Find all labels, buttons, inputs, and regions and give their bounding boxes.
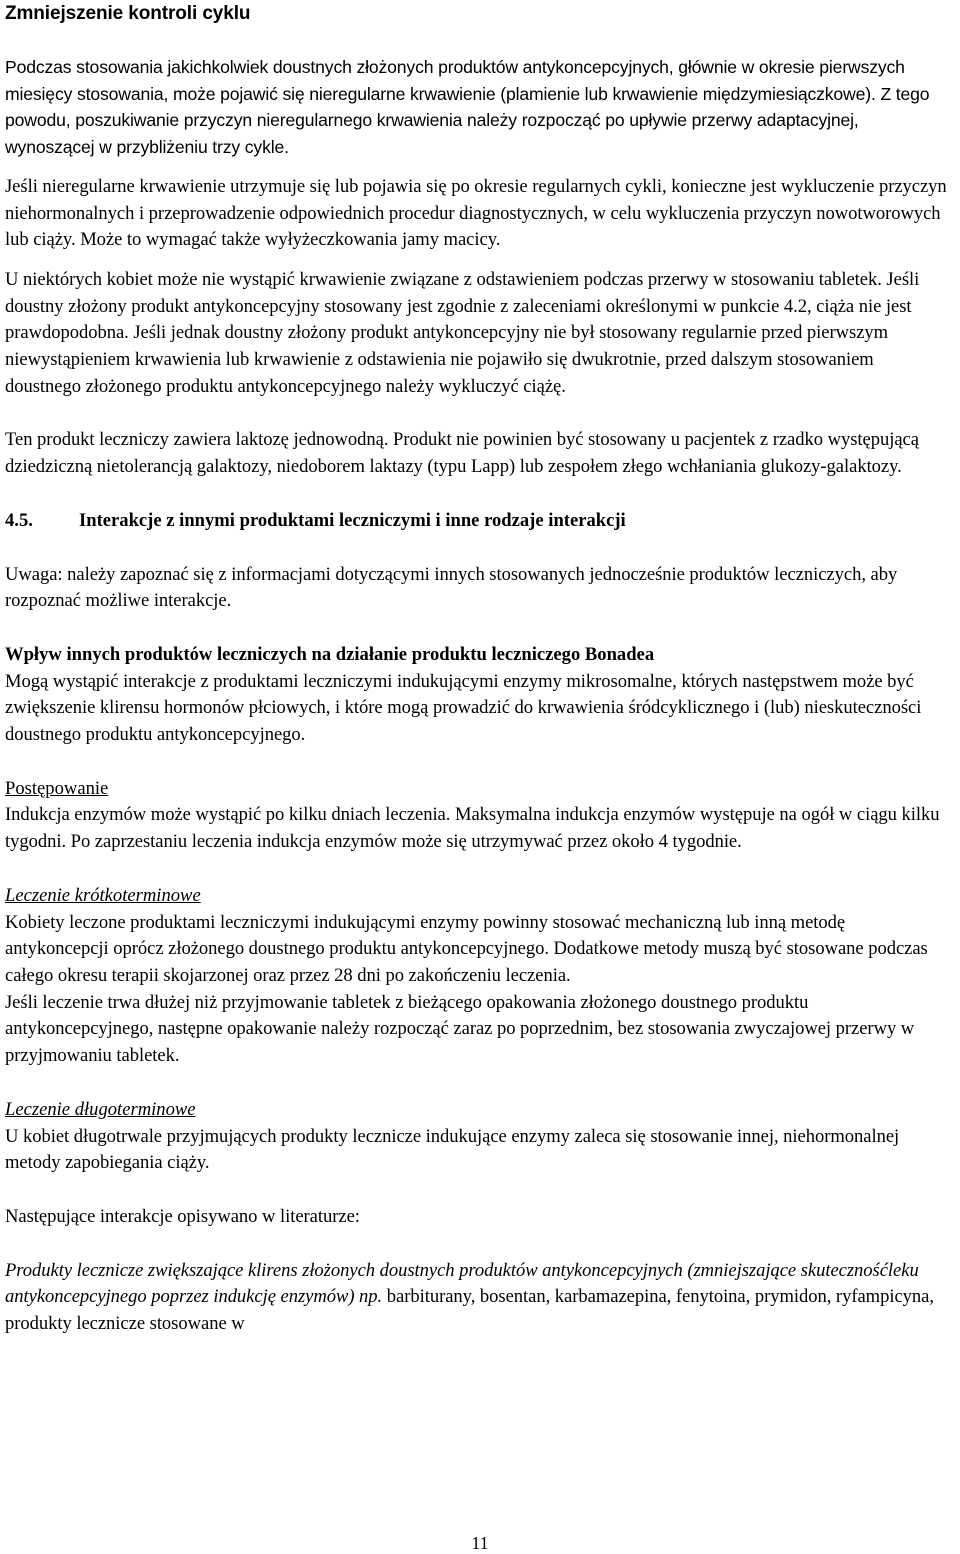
subheading-procedure: Postępowanie [5,777,109,799]
section-title: Interakcje z innymi produktami leczniczymi i inne rodzaje interakcji [79,509,626,531]
paragraph-clearance-rest: barbiturany, bosentan, karbamazepina, fenytoina, prymidon, ryfampicyna, produkty lecznicze stosowane w [5,1286,934,1335]
paragraph-literature: Następujące interakcje opisywano w literaturze: [5,1205,360,1227]
paragraph-long-term: U kobiet długotrwale przyjmujących produkty lecznicze indukujące enzymy zaleca się stosowanie innej, niehormonalnej metody zapobiegania ciąży. [5,1125,900,1174]
document-page [5,0,950,1338]
paragraph-enzyme-interactions: Mogą wystąpić interakcje z produktami leczniczymi indukującymi enzymy mikrosomalne, których następstwem może być zwiększenie klirensu hormonów płciowych, i które mogą prowadzić do krwawienia śródcyklicznego i (lub) nieskuteczności doustnego produktu antykoncepcyjnego. [5,670,922,746]
paragraph-short-term-2: Jeśli leczenie trwa dłużej niż przyjmowanie tabletek z bieżącego opakowania złożonego doustnego produktu antykoncepcyjnego, następne opakowanie należy rozpocząć zaraz po poprzednim, bez stosowania zwyczajowej przerwy w przyjmowaniu tabletek. [5,991,915,1067]
paragraph-irregular-bleeding-b-text: Może to wymagać także wyłyżeczkowania jamy macicy. [80,229,501,251]
paragraph-withdrawal-bleeding: U niektórych kobiet może nie wystąpić krwawienie związane z odstawieniem podczas przerwy w stosowaniu tabletek. Jeśli doustny złożony produkt antykoncepcyjny stosowany jest zgodnie z zaleceniami określonymi w punkcie 4.2, ciąża nie jest prawdopodobna. Jeśli jednak doustny złożony produkt antykoncepcyjny nie był stosowany regularnie przed pierwszym niewystąpieniem krwawienia lub krwawienie z odstawienia nie pojawiło się dwukrotnie, przed dalszym stosowaniem doustnego złożonego produktu antykoncepcyjnego należy wykluczyć ciążę. [5,268,920,397]
paragraph-note: Uwaga: należy zapoznać się z informacjami dotyczącymi innych stosowanych jednocześnie produktów leczniczych, aby rozpoznać możliwe interakcje. [5,563,898,612]
section-number: 4.5. [5,509,33,531]
subheading-long-term: Leczenie długoterminowe [5,1098,196,1120]
paragraph-cycle-control-1-text: Podczas stosowania jakichkolwiek doustnych złożonych produktów antykoncepcyjnych, głównie w okresie pierwszych miesięcy stosowania, może pojawić się nieregularne krwawienie (plamienie lub krwawienie międzymiesiączkowe). [5,57,905,104]
paragraph-clearance-products [5,1258,950,1338]
paragraph-cycle-control-1 [5,54,950,161]
paragraph-cycle-control-1b-text: Z tego powodu, poszukiwanie przyczyn nieregularnego krwawienia należy rozpocząć po upływie przerwy adaptacyjnej, wynoszącej w przybliżeniu trzy cykle. [5,83,930,158]
paragraph-irregular-bleeding [5,174,950,254]
paragraph-clearance-italic: Produkty lecznicze zwiększające klirens złożonych doustnych produktów antykoncepcyjnych (zmniejszające skutecznośćleku antykoncepcyjnego poprzez indukcję enzymów) np. [5,1259,919,1308]
paragraph-enzyme-induction: Indukcja enzymów może wystąpić po kilku dniach leczenia. Maksymalna indukcja enzymów występuje na ogół w ciągu kilku tygodni. Po zaprzestaniu leczenia indukcja enzymów może się utrzymywać przez około 4 tygodnie. [5,804,940,853]
section-heading-4-5 [5,508,950,535]
subheading-influence: Wpływ innych produktów leczniczych na działanie produktu leczniczego Bonadea [5,643,655,665]
page-number: 11 [471,1533,489,1553]
paragraph-short-term-1: Kobiety leczone produktami leczniczymi indukującymi enzymy powinny stosować mechaniczną lub inną metodę antykoncepcji oprócz złożonego doustnego produktu antykoncepcyjnego. Dodatkowe metody muszą być stosowane podczas całego okresu terapii skojarzonej oraz przez 28 dni po zakończeniu leczenia. [5,911,928,986]
page-title: Zmniejszenie kontroli cyklu [5,3,251,24]
subheading-short-term: Leczenie krótkoterminowe [5,884,201,906]
paragraph-lactose: Ten produkt leczniczy zawiera laktozę jednowodną. Produkt nie powinien być stosowany u pacjentek z rzadko występującą dziedziczną nietolerancją galaktozy, niedoborem laktazy (typu Lapp) lub zespołem złego wchłaniania glukozy-galaktozy. [5,429,919,478]
paragraph-irregular-bleeding-text: Jeśli nieregularne krwawienie utrzymuje się lub pojawia się po okresie regularnych cykli, konieczne jest wykluczenie przyczyn niehormonalnych i przeprowadzenie odpowiednich procedur diagnostycznych, w celu wykluczenia przyczyn nowotworowych lub ciąży. [5,175,947,251]
